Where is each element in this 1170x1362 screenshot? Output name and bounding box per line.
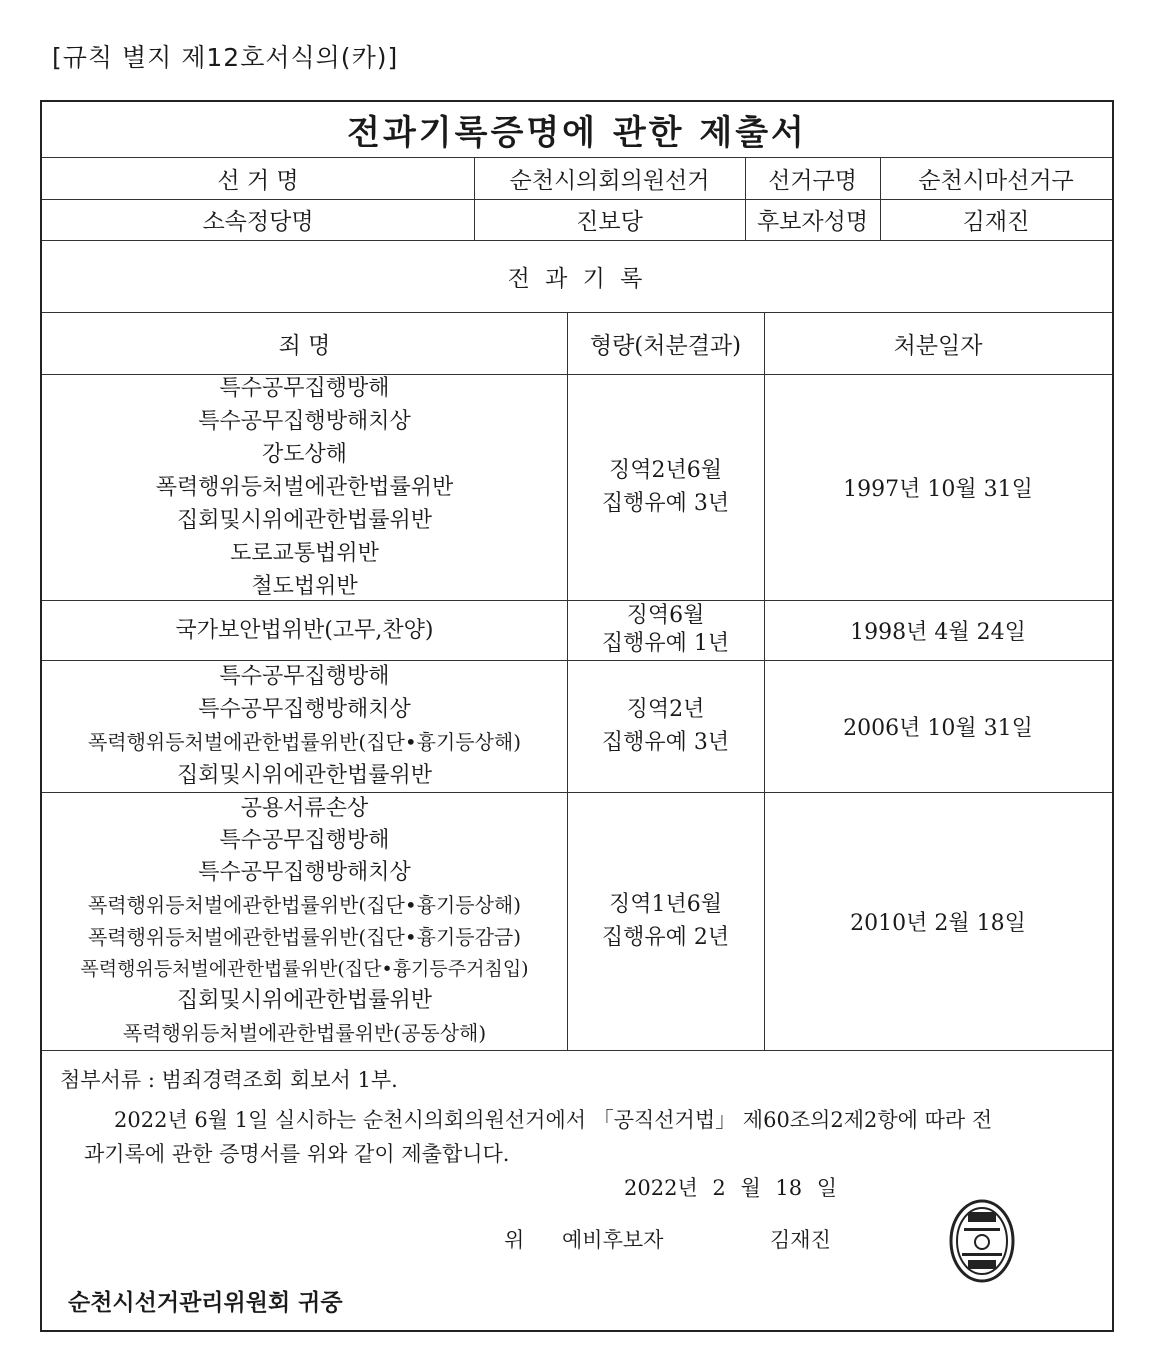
table-row-3-penalty: 징역2년 집행유예 3년 bbox=[601, 697, 730, 755]
election-value: 순천시의회의원선거 bbox=[509, 167, 710, 194]
attachment-note: 첨부서류 : 범죄경력조회 회보서 1부. bbox=[60, 1068, 398, 1092]
signer-prefix: 위 bbox=[504, 1228, 525, 1252]
table-row-3-date: 2006년 10월 31일 bbox=[843, 715, 1033, 741]
district-label: 선거구명 bbox=[768, 167, 857, 194]
section-title: 전 과 기 록 bbox=[507, 265, 647, 292]
table-row-1-date: 1997년 10월 31일 bbox=[843, 476, 1033, 502]
candidate-label: 후보자성명 bbox=[756, 209, 869, 235]
district-value: 순천시마선거구 bbox=[918, 167, 1074, 194]
table-row-1-penalty: 징역2년6월 집행유예 3년 bbox=[601, 458, 730, 516]
signer-name: 김재진 bbox=[770, 1228, 831, 1252]
statement-line-1: 2022년 6월 1일 실시하는 순천시의회의원선거에서 「공직선거법」 제60조의2제2항에 따라 전 bbox=[114, 1108, 993, 1132]
party-label: 소속정당명 bbox=[202, 209, 314, 235]
form-code: [규칙 별지 제12호서식의(카)] bbox=[52, 43, 399, 72]
table-row-4-date: 2010년 2월 18일 bbox=[850, 910, 1026, 936]
table-row-2-crimes: 국가보안법위반(고무,찬양) bbox=[175, 617, 434, 643]
table-row-4-penalty: 징역1년6월 집행유예 2년 bbox=[601, 892, 730, 950]
election-label: 선 거 명 bbox=[217, 167, 299, 194]
party-value: 진보당 bbox=[576, 209, 643, 235]
statement-line-2: 과기록에 관한 증명서를 위와 같이 제출합니다. bbox=[84, 1142, 510, 1166]
submission-date: 2022년 2 월 18 일 bbox=[624, 1176, 838, 1200]
table-row-2-penalty: 징역6월 집행유예 1년 bbox=[601, 603, 730, 656]
table-row-3-crimes: 특수공무집행방해 특수공무집행방해치상 폭력행위등처벌에관한법률위반(집단•흉기등상해) 집회및시위에관한법률위반 bbox=[87, 664, 522, 788]
table-row-1-crimes: 특수공무집행방해 특수공무집행방해치상 강도상해 폭력행위등처벌에관한법률위반 집회및시위에관한법률위반 도로교통법위반 철도법위반 bbox=[155, 375, 454, 599]
table-row-2-date: 1998년 4월 24일 bbox=[850, 619, 1026, 645]
submission-form bbox=[40, 100, 1114, 1332]
seal-stamp-icon bbox=[948, 1198, 1016, 1284]
table-row-4-crimes: 공용서류손상 특수공무집행방해 특수공무집행방해치상 폭력행위등처벌에관한법률위반(집단•흉기등상해) 폭력행위등처벌에관한법률위반(집단•흉기등감금) 폭력행위등처벌에관한법률위반(집단•흉기등주거침입) 집회및시위에관한법률위반 폭력행위등처벌에관한법률위반(공동상해) bbox=[80, 796, 529, 1045]
candidate-value: 김재진 bbox=[962, 209, 1030, 235]
header-crime: 죄 명 bbox=[278, 332, 331, 359]
addressee: 순천시선거관리위원회 귀중 bbox=[68, 1289, 343, 1316]
document-title: 전과기록증명에 관한 제출서 bbox=[347, 113, 807, 153]
header-date: 처분일자 bbox=[893, 332, 983, 359]
signer-role: 예비후보자 bbox=[562, 1228, 664, 1252]
header-penalty: 형량(처분결과) bbox=[589, 332, 742, 359]
